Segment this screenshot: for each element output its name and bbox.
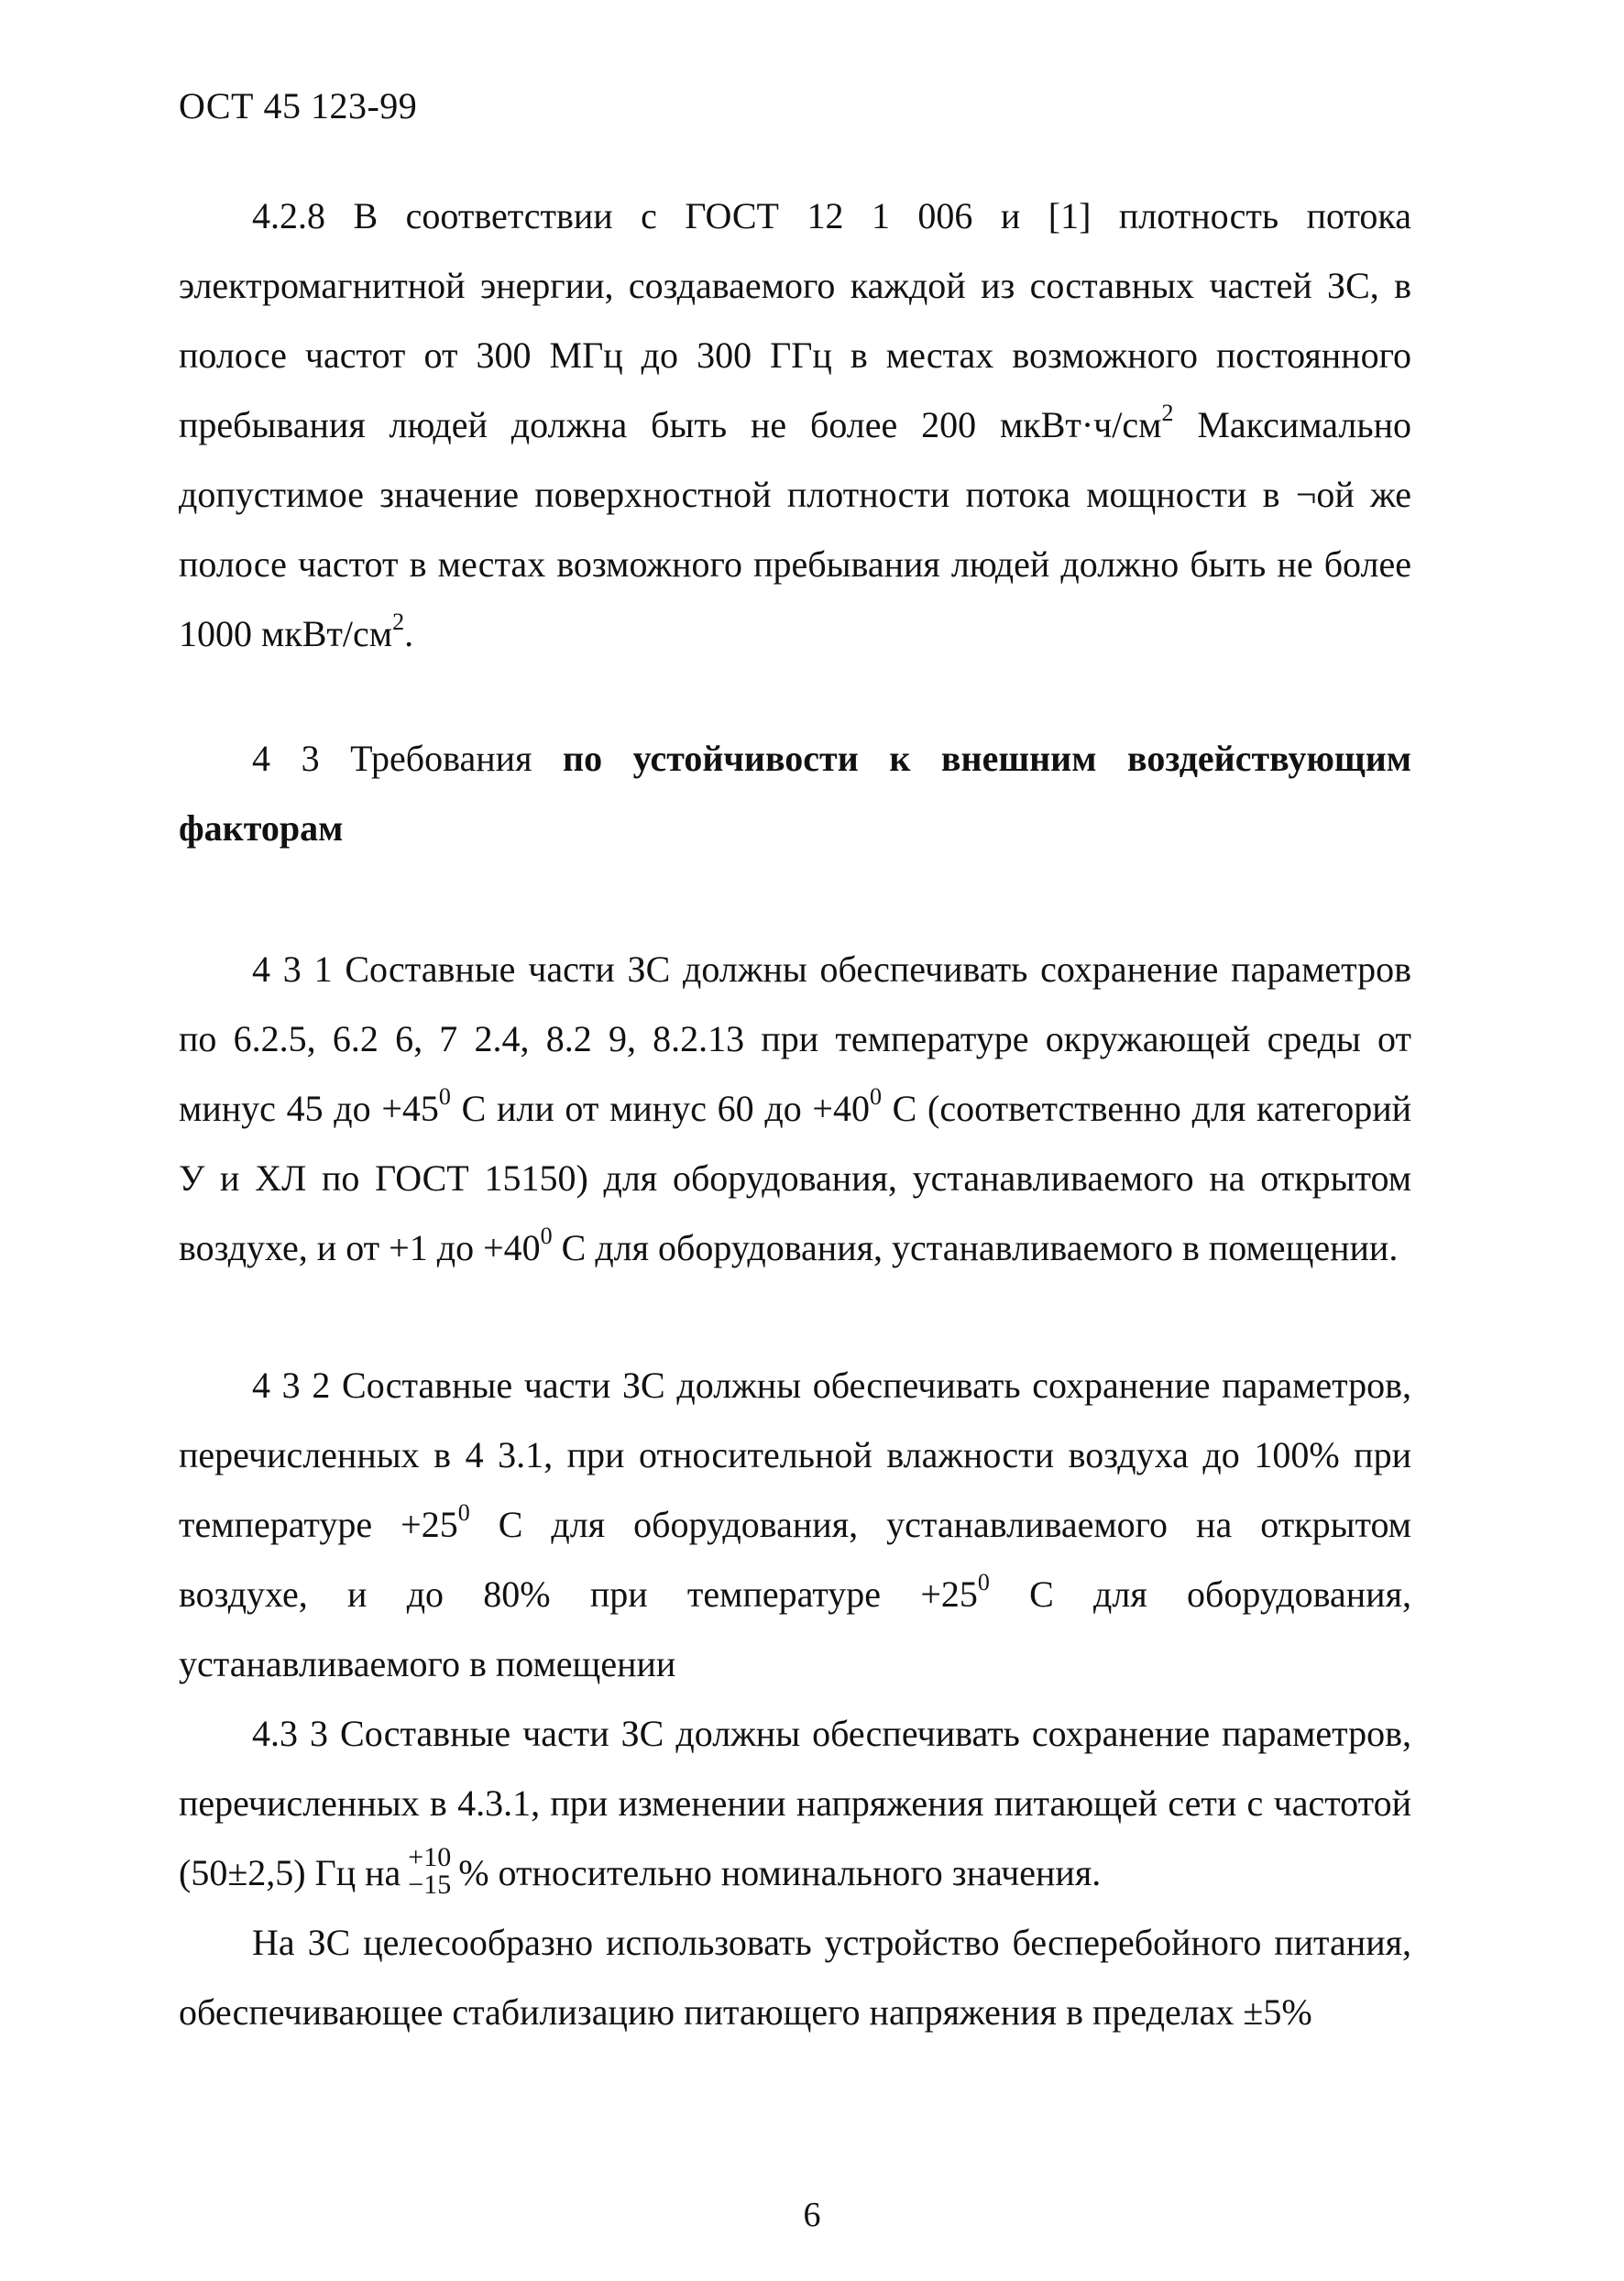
p432-superscript-2: 0 [977,1569,990,1596]
p432-text-3: С для оборудования, устанавливаемого в помещении [179,1574,1411,1684]
section-heading-4-3 [179,724,1411,863]
p431-superscript-2: 0 [869,1083,882,1110]
paragraph-4-3-2 [179,1351,1411,1699]
section-heading-number: 4 3 Требования [252,738,532,779]
paragraph-4-3-3 [179,1699,1411,1908]
tolerance-plus: +10 [408,1841,452,1872]
p431-superscript-1: 0 [438,1083,451,1110]
document-code-header: ОСТ 45 123-99 [179,85,418,126]
paragraph-ups [179,1908,1411,2047]
page-number: 6 [803,2196,821,2234]
p431-text-1: 4 3 1 Составные части ЗС должны обеспечивать сохранение параметров по 6.2.5, 6.2 6, 7 2.4, 8.2 9, 8.2.13 при температуре окружающей среды от минус 45 до +45 [179,949,1411,1129]
p431-text-4: С для оборудования, устанавливаемого в помещении. [552,1227,1399,1268]
p431-text-2: С или от минус 60 до +40 [450,1088,870,1129]
paragraph-4-2-8 [179,181,1411,669]
p431-text-3: С (соответственно для категорий У и ХЛ по ГОСТ 15150) для оборудования, устанавливаемого на открытом воздухе, и от +1 до +40 [179,1088,1412,1268]
p428-superscript-1: 2 [1161,400,1174,426]
section-heading-title: по устойчивости к внешним воздействующим факторам [179,738,1411,849]
p432-text-1: 4 3 2 Составные части ЗС должны обеспечивать сохранение параметров, перечисленных в 4 3.1, при относительной влажности воздуха до 100% при температуре +25 [179,1365,1411,1545]
p433-text-2: % относительно номинального значения. [458,1852,1102,1893]
p432-superscript-1: 0 [457,1499,470,1526]
tolerance-minus: −15 [408,1869,452,1900]
p428-end: . [404,613,414,654]
p431-superscript-3: 0 [540,1223,553,1249]
p428-tail: же полосе частот в местах возможного пребывания людей должно быть не более 1000 мкВт/см [179,474,1411,654]
p428-lead: 4.2.8 В соответствии с ГОСТ 12 1 006 и [1] плотность потока электромагнитной энергии, создаваемого каждой из составных частей ЗС, в полосе частот от 300 МГц до 300 ГГц в местах возможного постоянного пребывания людей должна быть не более 200 мкВт·ч/см [179,195,1411,445]
paragraph-4-3-1 [179,935,1411,1283]
p428-garbled-glyph: ¬ой [1295,474,1355,515]
voltage-tolerance [408,1841,452,1900]
p433-text-1: 4.3 3 Составные части ЗС должны обеспечивать сохранение параметров, перечисленных в 4.3.1, при изменении напряжения питающей сети с частотой (50±2,5) Гц на [179,1713,1411,1893]
p428-superscript-2: 2 [392,609,405,635]
p428-mid: Максимально допустимое значение поверхностной плотности потока мощности в [179,404,1412,515]
p432-text-2: С для оборудования, устанавливаемого на открытом воздухе, и до 80% при температуре +25 [179,1504,1411,1615]
ups-text: На ЗС целесообразно использовать устройство бесперебойного питания, обеспечивающее стабилизацию питающего напряжения в пределах ±5% [179,1922,1411,2033]
